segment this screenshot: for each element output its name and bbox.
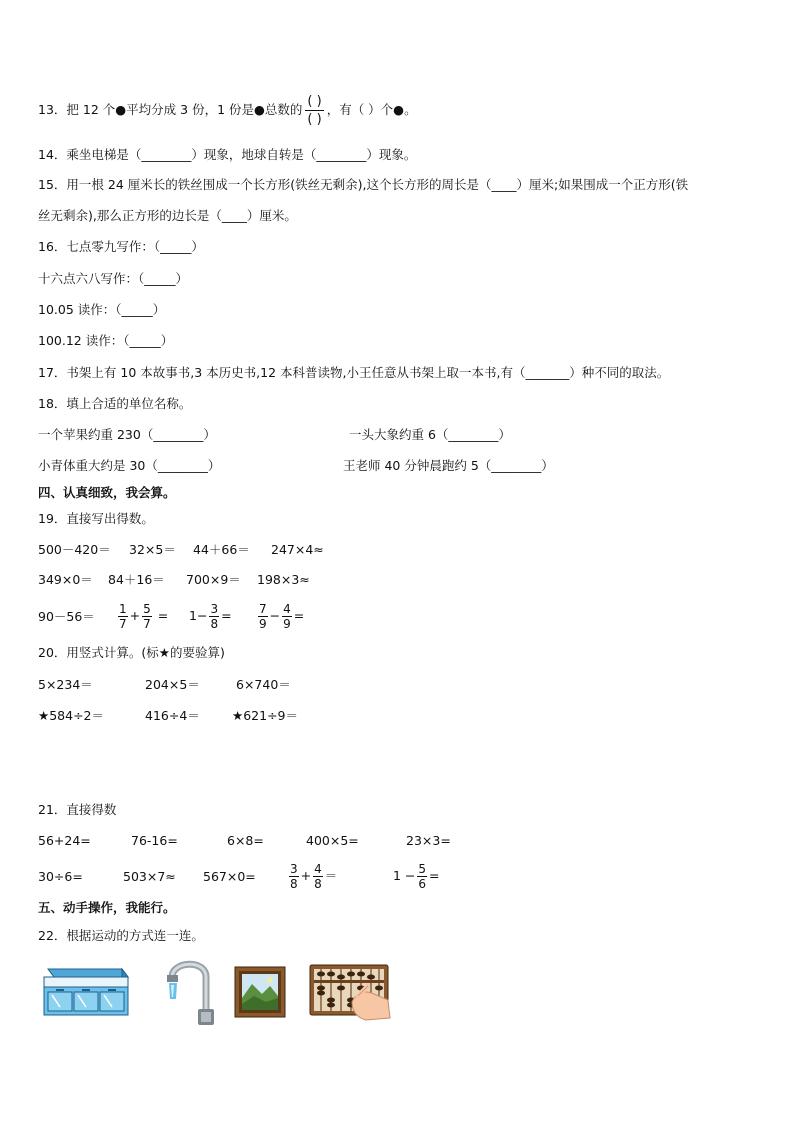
q19-r3c3: 1− $\frac{3}{8}$ = [189,602,232,631]
fraction: $\frac{4}{9}$ [283,602,291,631]
faucet-icon [162,955,218,1029]
q22-title: 22．根据运动的方式连一连。 [38,928,204,943]
q18-a: 一个苹果约重 230（________） [38,427,216,442]
q19-title: 19．直接写出得数。 [38,511,154,526]
fraction: $\frac{4}{8}$ [314,862,322,891]
q16-line1: 16．七点零九写作：（_____） [38,239,204,254]
fraction: $\frac{1}{7}$ [119,602,127,631]
q19-r1c4: 247×4≈ [271,542,324,557]
q16-line2: 十六点六八写作：（_____） [38,271,189,286]
fraction: $\frac{5}{7}$ [143,602,151,631]
q17-line: 17．书架上有 10 本故事书,3 本历史书,12 本科普读物,小王任意从书架上取一本书,有（_______）种不同的取法。 [38,365,670,380]
q19-r1c3: 44＋66＝ [193,542,250,557]
q21-r2c5: 1 − $\frac{5}{6}$ = [393,862,440,891]
q19-r1c2: 32×5＝ [129,542,176,557]
fraction: $\frac{3}{8}$ [210,602,219,631]
q19-r3c1: 90－56＝ [38,609,95,624]
q21-r1c4: 400×5= [306,833,359,848]
q19-r1c1: 500－420＝ [38,542,111,557]
q18-c: 小青体重大约是 30（________） [38,458,221,473]
q20-r1c3: 6×740＝ [236,677,291,692]
fraction: $\frac{7}{9}$ [259,602,267,631]
q21-r2c2: 503×7≈ [123,869,176,884]
q15-line1: 15．用一根 24 厘米长的铁丝围成一个长方形(铁丝无剩余),这个长方形的周长是（____）厘米;如果围成一个正方形(铁 [38,177,689,192]
q20-title: 20．用竖式计算。(标★的要验算) [38,645,225,660]
q13-fraction-num: ( ) [307,94,322,109]
q21-title: 21．直接得数 [38,802,117,817]
q19-r2c4: 198×3≈ [257,572,310,587]
q20-r2c1: ★584÷2＝ [38,708,104,723]
q13-fraction [305,93,323,128]
q18-d: 王老师 40 分钟晨跑约 5（________） [343,458,554,473]
q20-r1c2: 204×5＝ [145,677,200,692]
q21-r1c1: 56+24= [38,833,91,848]
q21-r2c4: $\frac{3}{8}$ + $\frac{4}{8}$ ＝ [290,862,338,891]
q13-text-b: ，有（ ）个●。 [326,102,417,117]
q15-line2: 丝无剩余),那么正方形的边长是（____）厘米。 [38,208,297,223]
q19-r2c1: 349×0＝ [38,572,93,587]
q13-line [38,93,417,128]
q20-r1c1: 5×234＝ [38,677,93,692]
q21-r1c3: 6×8= [227,833,264,848]
q21-r1c5: 23×3= [406,833,451,848]
q21-r2c3: 567×0= [203,869,256,884]
drawer-cabinet-icon [42,965,130,1019]
q13-text-a: 13．把 12 个●平均分成 3 份，1 份是●总数的 [38,102,303,117]
q19-r3c4: $\frac{7}{9}$ − $\frac{4}{9}$ = [259,602,305,631]
section-4-heading: 四、认真细致，我会算。 [38,485,176,500]
q21-r2c1: 30÷6= [38,869,83,884]
q18-b: 一头大象约重 6（________） [349,427,511,442]
q16-line3: 10.05 读作：（_____） [38,302,166,317]
section-5-heading: 五、动手操作，我能行。 [38,900,176,915]
q19-r2c3: 700×9＝ [186,572,241,587]
q20-r2c2: 416÷4＝ [145,708,200,723]
fraction: $\frac{3}{8}$ [290,862,298,891]
q16-line4: 100.12 读作：（_____） [38,333,174,348]
abacus-icon [308,962,392,1022]
q14-line: 14．乘坐电梯是（________）现象，地球自转是（________）现象。 [38,147,417,162]
fraction: $\frac{5}{6}$ [418,862,427,891]
q18-title: 18．填上合适的单位名称。 [38,396,192,411]
q20-r2c3: ★621÷9＝ [232,708,298,723]
q19-r3c2: $\frac{1}{7}$ + $\frac{5}{7}$ = [119,602,169,631]
q21-r1c2: 76-16= [131,833,178,848]
q13-fraction-den: ( ) [307,112,322,127]
picture-frame-icon [234,966,286,1018]
q19-r2c2: 84＋16＝ [108,572,165,587]
